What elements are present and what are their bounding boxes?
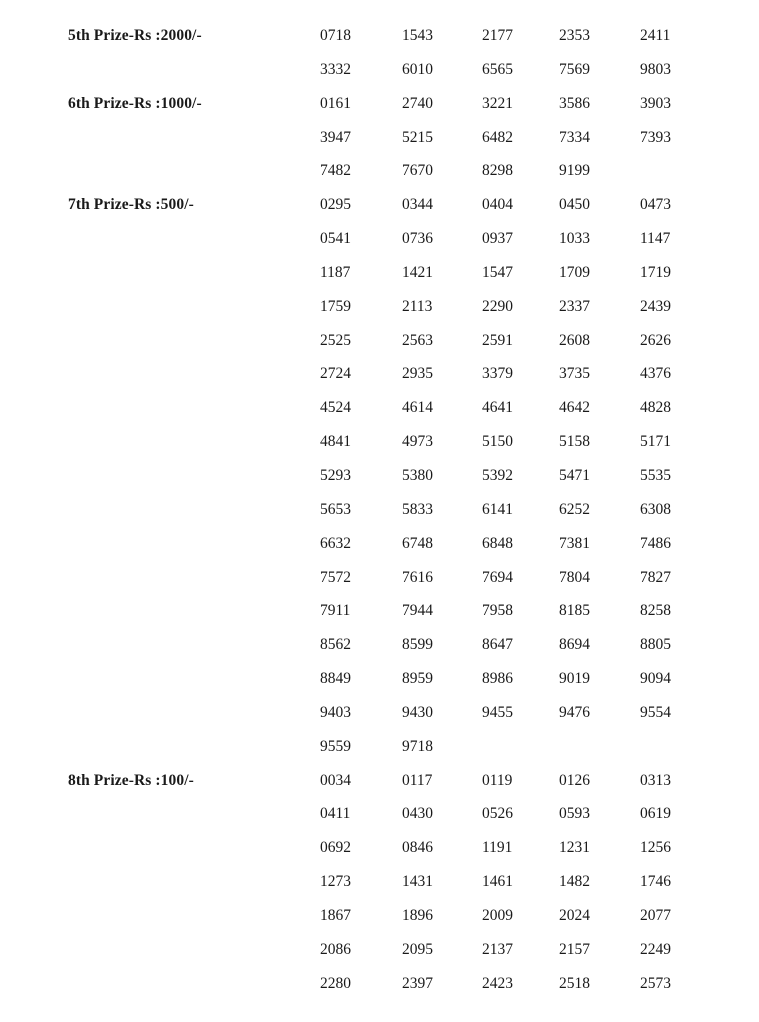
prize-number: 7486 [640,534,671,552]
prize-number: 3586 [559,94,590,112]
prize-number: 3221 [482,94,513,112]
prize-number: 5293 [320,466,351,484]
prize-row [0,399,720,433]
prize-number: 0718 [320,27,351,44]
prize-row [0,129,720,163]
prize-number: 3735 [559,365,590,383]
prize-row [0,636,720,670]
prize-number: 2563 [402,331,433,349]
prize-row [0,907,720,941]
prize-row [0,535,720,569]
prize-number: 1543 [402,27,433,44]
prize-number: 6748 [402,534,433,552]
prize-row [0,602,720,636]
prize-number: 6010 [402,60,433,78]
prize-row [0,230,720,264]
prize-number: 5471 [559,466,590,484]
prize-number: 8694 [559,636,590,654]
prize-row [0,196,720,230]
prize-number: 7804 [559,568,590,586]
prize-number: 2137 [482,940,513,958]
prize-row [0,433,720,467]
prize-number: 8599 [402,636,433,654]
prize-number: 2249 [640,940,671,958]
prize-row [0,941,720,975]
prize-number: 0736 [402,230,433,248]
prize-number: 1421 [402,263,433,281]
prize-label: 5th Prize-Rs :2000/- [68,27,202,44]
prize-number: 5158 [559,433,590,451]
prize-number: 2086 [320,940,351,958]
prize-number: 5215 [402,128,433,146]
prize-row [0,365,720,399]
prize-number: 1759 [320,297,351,315]
prize-number: 2423 [482,974,513,992]
prize-number: 8986 [482,670,513,688]
prize-number: 2397 [402,974,433,992]
prize-number: 2439 [640,297,671,315]
prize-number: 2411 [640,27,671,44]
prize-number: 0526 [482,805,513,823]
prize-number: 8298 [482,162,513,180]
prize-number: 3947 [320,128,351,146]
prize-number: 6632 [320,534,351,552]
prize-number: 7381 [559,534,590,552]
prize-number: 7572 [320,568,351,586]
prize-number: 0450 [559,196,590,214]
prize-number: 8258 [640,602,671,620]
prize-number: 6141 [482,500,513,518]
prize-number: 1461 [482,873,513,891]
prize-label: 7th Prize-Rs :500/- [68,196,194,214]
prize-number: 5171 [640,433,671,451]
prize-number: 2724 [320,365,351,383]
prize-number: 5380 [402,466,433,484]
prize-number: 9094 [640,670,671,688]
prize-number: 2591 [482,331,513,349]
prize-number: 6565 [482,60,513,78]
prize-number: 0846 [402,839,433,857]
prize-number: 0313 [640,771,671,789]
prize-number: 2095 [402,940,433,958]
prize-number: 0430 [402,805,433,823]
prize-number: 4614 [402,399,433,417]
prize-number: 2177 [482,27,513,44]
prize-number: 1547 [482,263,513,281]
prize-number: 9019 [559,670,590,688]
prize-number: 0692 [320,839,351,857]
prize-row [0,332,720,366]
prize-number: 4841 [320,433,351,451]
prize-number: 4524 [320,399,351,417]
prize-number: 8647 [482,636,513,654]
prize-number: 1191 [482,839,513,857]
prize-number: 0034 [320,771,351,789]
prize-row [0,264,720,298]
prize-row [0,95,720,129]
prize-row [0,772,720,806]
prize-number: 9476 [559,703,590,721]
prize-number: 0295 [320,196,351,214]
prize-number: 2353 [559,27,590,44]
prize-number: 9554 [640,703,671,721]
prize-number: 2337 [559,297,590,315]
prize-number: 0404 [482,196,513,214]
prize-row [0,839,720,873]
prize-number: 0411 [320,805,351,823]
prize-number: 9430 [402,703,433,721]
prize-row [0,61,720,95]
prize-number: 9559 [320,737,351,755]
prize-number: 1867 [320,906,351,924]
prize-number: 7670 [402,162,433,180]
prize-number: 2740 [402,94,433,112]
prize-number: 1746 [640,873,671,891]
prize-number: 1896 [402,906,433,924]
prize-number: 9455 [482,703,513,721]
prize-row [0,467,720,501]
prize-number: 2157 [559,940,590,958]
prize-number: 5833 [402,500,433,518]
prize-number: 0619 [640,805,671,823]
prize-number: 1273 [320,873,351,891]
prize-number: 7827 [640,568,671,586]
prize-number: 0119 [482,771,513,789]
prize-row [0,569,720,603]
prize-number: 9199 [559,162,590,180]
prize-number: 1709 [559,263,590,281]
prize-row [0,501,720,535]
prize-number: 2518 [559,974,590,992]
prize-number: 3332 [320,60,351,78]
prize-table [0,27,720,1008]
prize-number: 2009 [482,906,513,924]
prize-number: 9718 [402,737,433,755]
prize-label: 6th Prize-Rs :1000/- [68,94,202,112]
prize-number: 1033 [559,230,590,248]
prize-row [0,162,720,196]
prize-number: 7694 [482,568,513,586]
prize-row [0,27,720,61]
prize-number: 0473 [640,196,671,214]
prize-number: 8562 [320,636,351,654]
prize-number: 0937 [482,230,513,248]
prize-number: 7958 [482,602,513,620]
prize-number: 7393 [640,128,671,146]
prize-number: 2626 [640,331,671,349]
prize-number: 9403 [320,703,351,721]
prize-number: 1256 [640,839,671,857]
prize-number: 7334 [559,128,590,146]
prize-row [0,670,720,704]
prize-label: 8th Prize-Rs :100/- [68,771,194,789]
prize-number: 4641 [482,399,513,417]
prize-row [0,704,720,738]
prize-number: 1231 [559,839,590,857]
prize-number: 8185 [559,602,590,620]
prize-number: 3903 [640,94,671,112]
prize-number: 8959 [402,670,433,688]
prize-row [0,738,720,772]
prize-number: 7482 [320,162,351,180]
prize-number: 0117 [402,771,433,789]
prize-number: 2113 [402,297,433,315]
prize-number: 4376 [640,365,671,383]
prize-number: 8805 [640,636,671,654]
prize-number: 4642 [559,399,590,417]
prize-number: 0593 [559,805,590,823]
prize-number: 6848 [482,534,513,552]
prize-number: 1431 [402,873,433,891]
prize-number: 6482 [482,128,513,146]
prize-number: 0126 [559,771,590,789]
prize-number: 1187 [320,263,351,281]
prize-number: 9803 [640,60,671,78]
prize-number: 8849 [320,670,351,688]
prize-number: 0161 [320,94,351,112]
prize-number: 7911 [320,602,351,620]
prize-row [0,975,720,1009]
prize-number: 7616 [402,568,433,586]
prize-number: 0344 [402,196,433,214]
prize-number: 2024 [559,906,590,924]
prize-row [0,873,720,907]
prize-number: 7569 [559,60,590,78]
prize-number: 2525 [320,331,351,349]
prize-number: 2608 [559,331,590,349]
prize-number: 0541 [320,230,351,248]
prize-number: 5392 [482,466,513,484]
prize-row [0,298,720,332]
prize-number: 5653 [320,500,351,518]
prize-number: 6308 [640,500,671,518]
prize-number: 2077 [640,906,671,924]
prize-number: 5150 [482,433,513,451]
prize-number: 2573 [640,974,671,992]
prize-number: 4973 [402,433,433,451]
prize-number: 4828 [640,399,671,417]
prize-number: 2280 [320,974,351,992]
prize-number: 2935 [402,365,433,383]
prize-number: 1719 [640,263,671,281]
prize-number: 1147 [640,230,671,248]
prize-number: 6252 [559,500,590,518]
prize-row [0,805,720,839]
prize-number: 5535 [640,466,671,484]
prize-number: 3379 [482,365,513,383]
prize-number: 1482 [559,873,590,891]
prize-number: 2290 [482,297,513,315]
prize-number: 7944 [402,602,433,620]
